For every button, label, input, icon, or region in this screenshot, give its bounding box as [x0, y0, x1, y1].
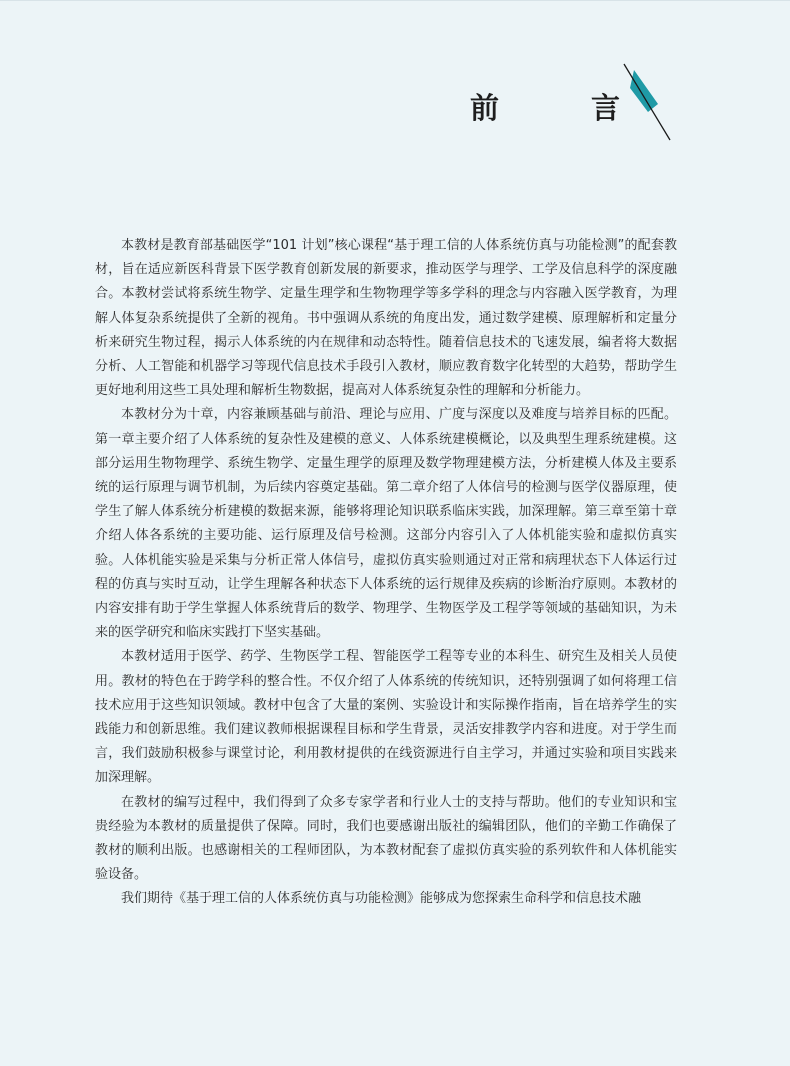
page-title	[470, 86, 620, 126]
decoration-slash-line	[624, 64, 670, 140]
paragraph: 本教材适用于医学、药学、生物医学工程、智能医学工程等专业的本科生、研究生及相关人员使用。教材的特色在于跨学科的整合性。不仅介绍了人体系统的传统知识，还特别强调了如何将理工信技术应用于这些知识领域。教材中包含了大量的案例、实验设计和实际操作指南，旨在培养学生的实践能力和创新思维。我们建议教师根据课程目标和学生背景，灵活安排教学内容和进度。对于学生而言，我们鼓励积极参与课堂讨论，利用教材提供的在线资源进行自主学习，并通过实验和项目实践来加深理解。	[95, 649, 677, 786]
title-char-2: 言	[590, 90, 620, 125]
top-divider	[0, 0, 790, 1]
preface-body	[95, 234, 677, 912]
paragraph: 本教材分为十章，内容兼顾基础与前沿、理论与应用、广度与深度以及难度与培养目标的匹配。第一章主要介绍了人体系统的复杂性及建模的意义、人体系统建模概论，以及典型生理系统建模。这部分运用生物物理学、系统生物学、定量生理学的原理及数学物理建模方法，分析建模人体及主要系统的运行原理与调节机制，为后续内容奠定基础。第二章介绍了人体信号的检测与医学仪器原理，使学生了解人体系统分析建模的数据来源，能够将理论知识联系临床实践，加深理解。第三章至第十章介绍人体各系统的主要功能、运行原理及信号检测。这部分内容引入了人体机能实验和虚拟仿真实验。人体机能实验是采集与分析正常人体信号，虚拟仿真实验则通过对正常和病理状态下人体运行过程的仿真与实时互动，让学生理解各种状态下人体系统的运行规律及疾病的诊断治疗原则。本教材的内容安排有助于学生掌握人体系统背后的数学、物理学、生物医学及工程学等领域的基础知识，为未来的医学研究和临床实践打下坚实基础。	[95, 407, 677, 641]
paragraph: 本教材是教育部基础医学“101 计划”核心课程“基于理工信的人体系统仿真与功能检测”的配套教材，旨在适应新医科背景下医学教育创新发展的新要求，推动医学与理学、工学及信息科学的深度融合。本教材尝试将系统生物学、定量生理学和生物物理学等多学科的理念与内容融入医学教育，为理解人体复杂系统提供了全新的视角。书中强调从系统的角度出发，通过数学建模、原理解析和定量分析来研究生物过程，揭示人体系统的内在规律和动态特性。随着信息技术的飞速发展，编者将大数据分析、人工智能和机器学习等现代信息技术手段引入教材，顺应教育数字化转型的大趋势，帮助学生更好地利用这些工具处理和解析生物数据，提高对人体系统复杂性的理解和分析能力。	[95, 238, 677, 399]
decoration-accent-shape	[630, 70, 658, 112]
paragraph: 我们期待《基于理工信的人体系统仿真与功能检测》能够成为您探索生命科学和信息技术融	[121, 891, 642, 907]
title-char-1: 前	[470, 90, 500, 125]
heading-decoration-icon	[618, 62, 674, 144]
paragraph: 在教材的编写过程中，我们得到了众多专家学者和行业人士的支持与帮助。他们的专业知识和宝贵经验为本教材的质量提供了保障。同时，我们也要感谢出版社的编辑团队，他们的辛勤工作确保了教材的顺利出版。也感谢相关的工程师团队，为本教材配套了虚拟仿真实验的系列软件和人体机能实验设备。	[95, 794, 677, 883]
